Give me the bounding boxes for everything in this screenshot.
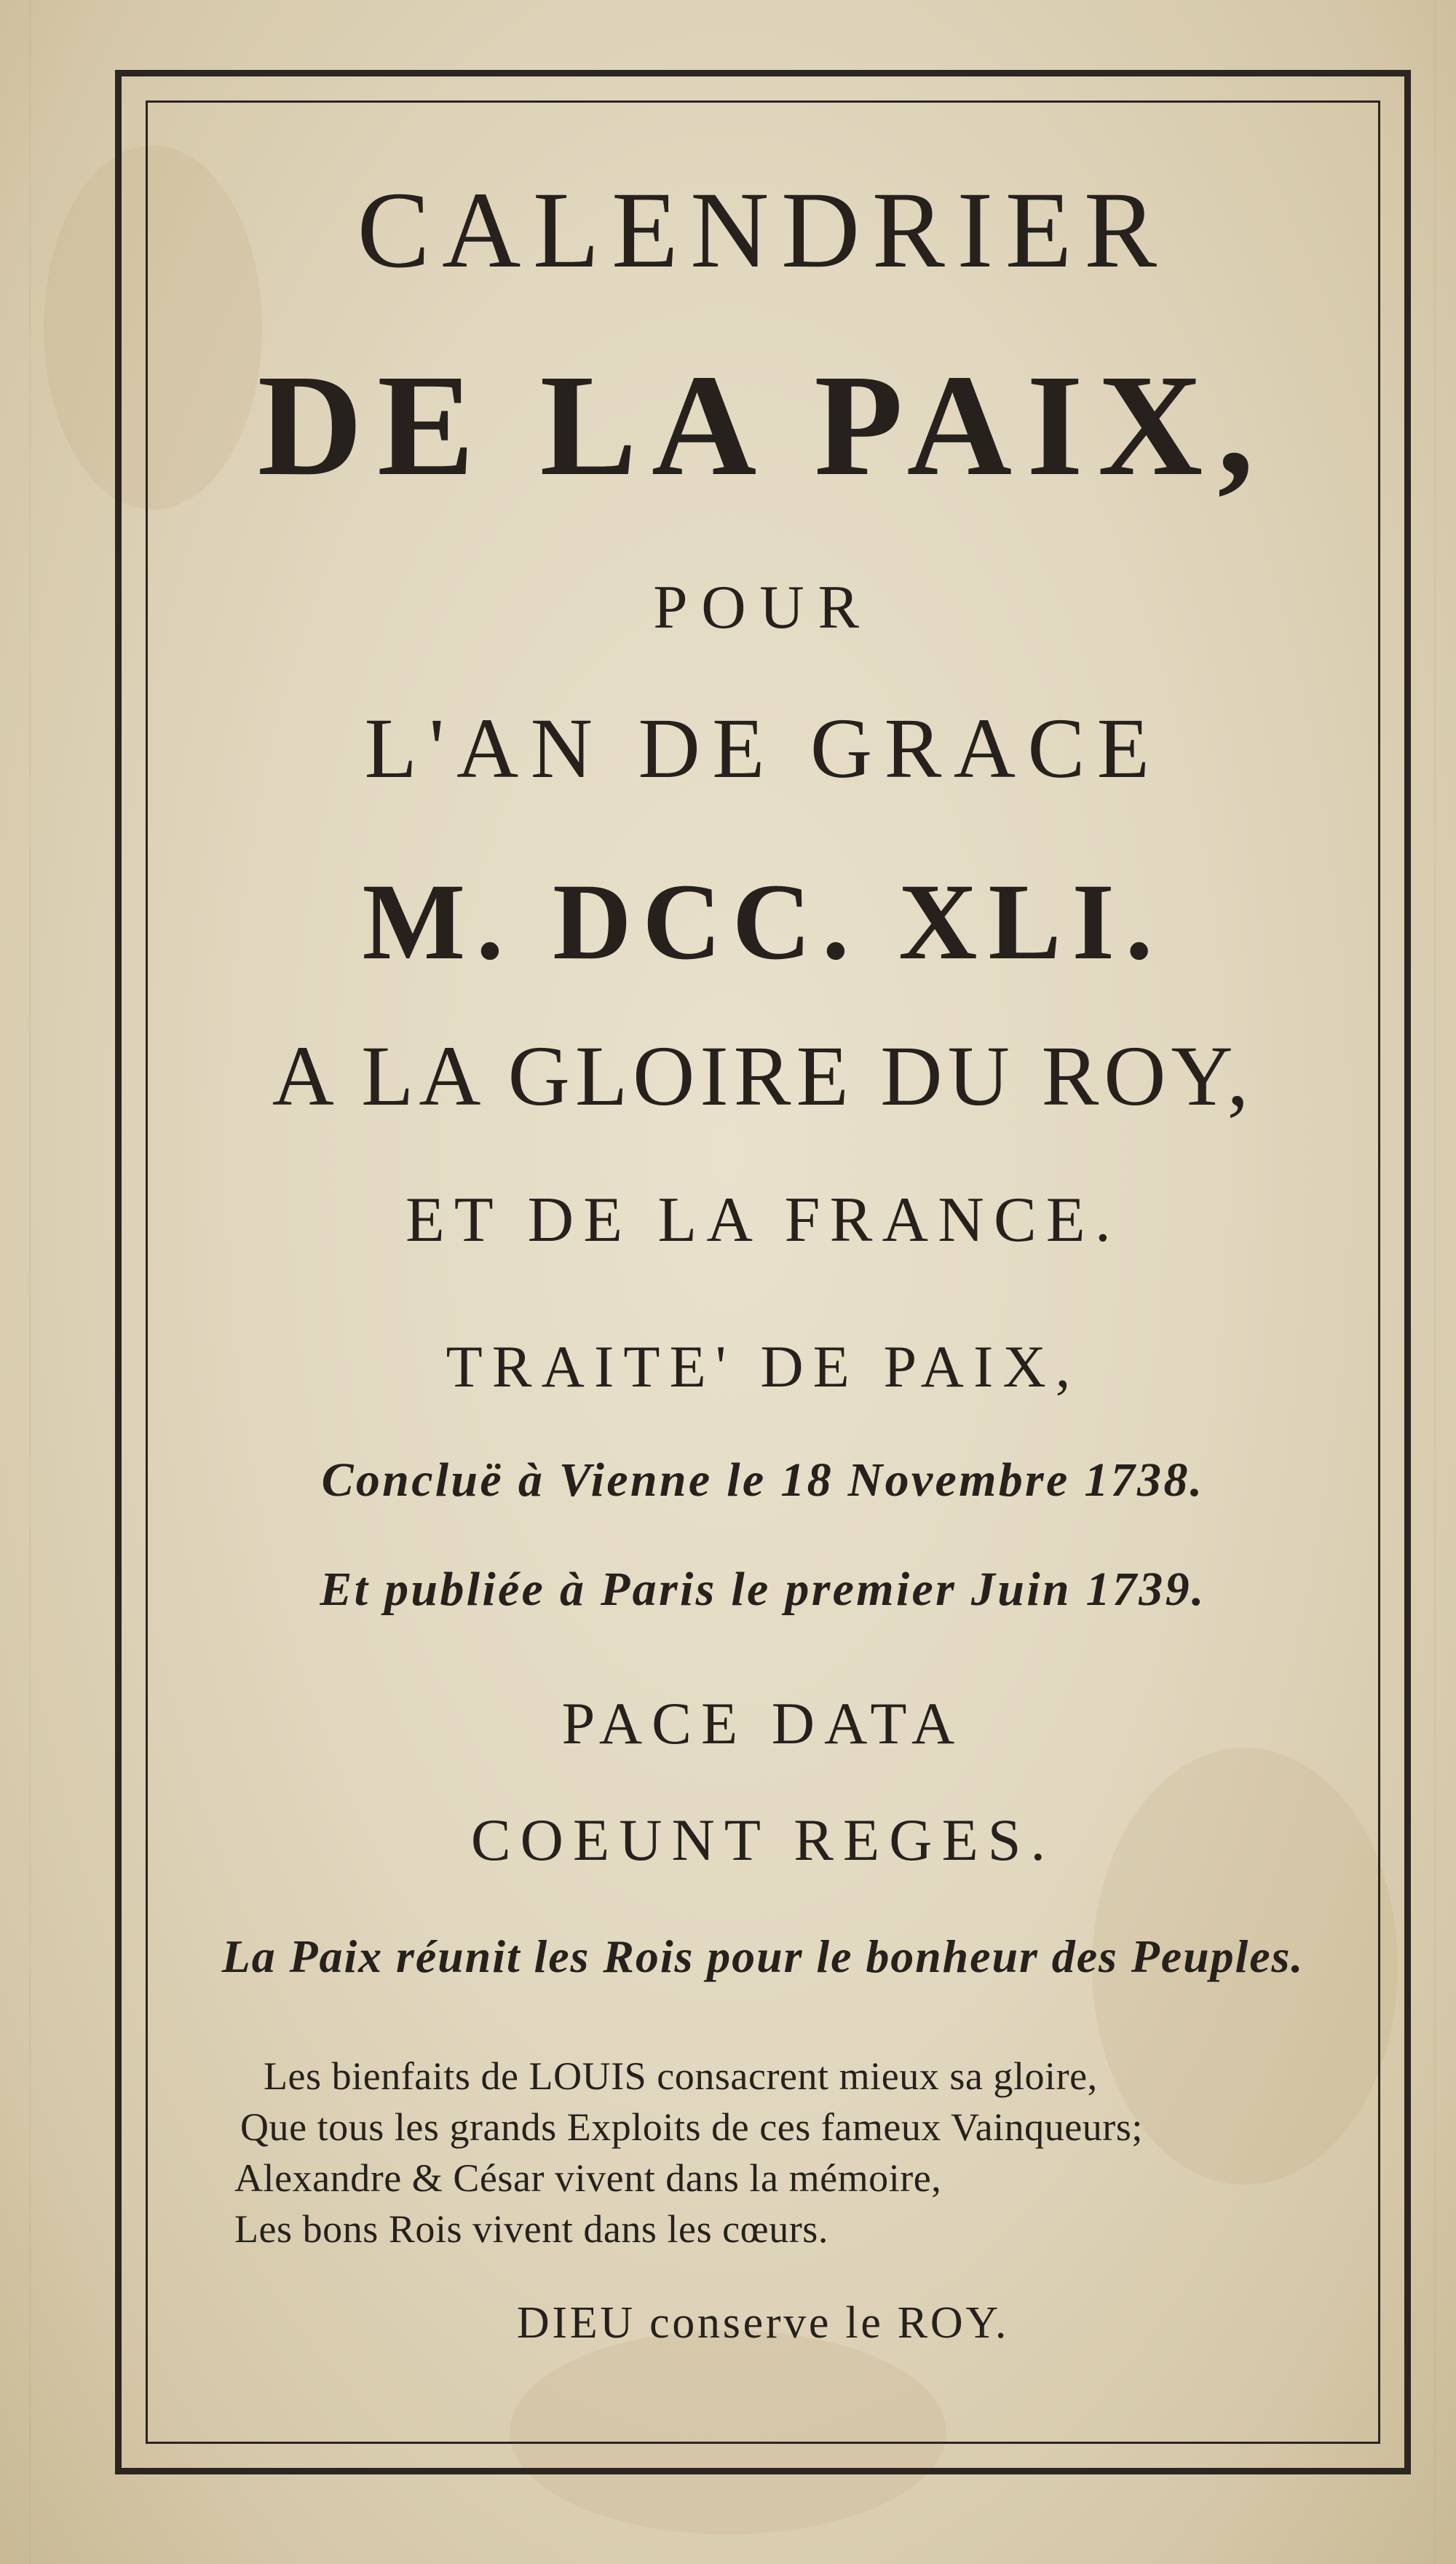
verse-line-2: Que tous les grands Exploits de ces fameux Vainqueurs; <box>240 2105 1143 2149</box>
line-pace-data: PACE DATA <box>561 1690 965 1756</box>
line-gloire-du-roy: A LA GLOIRE DU ROY, <box>272 1028 1254 1124</box>
paper-edge <box>1434 0 1436 2564</box>
line-pour: POUR <box>653 573 873 642</box>
line-publiee-a-paris: Et publiée à Paris le premier Juin 1739. <box>320 1563 1206 1616</box>
verse-line-1: Les bienfaits de LOUIS consacrent mieux sa gloire, <box>264 2054 1098 2098</box>
line-dieu-conserve-le-roy: DIEU conserve le ROY. <box>516 2298 1010 2348</box>
line-la-paix-reunit: La Paix réunit les Rois pour le bonheur des Peuples. <box>221 1930 1305 1982</box>
line-traite-de-paix: TRAITE' DE PAIX, <box>446 1333 1080 1400</box>
line-et-de-la-france: ET DE LA FRANCE. <box>405 1185 1121 1255</box>
line-an-de-grace: L'AN DE GRACE <box>364 701 1162 796</box>
verse-line-4: Les bons Rois vivent dans les cœurs. <box>234 2207 828 2251</box>
line-year: M. DCC. XLI. <box>362 861 1164 982</box>
line-coeunt-reges: COEUNT REGES. <box>470 1807 1056 1873</box>
title-de-la-paix: DE LA PAIX, <box>257 345 1269 506</box>
verse-line-3: Alexandre & César vivent dans la mémoire, <box>234 2156 942 2200</box>
paper-edge <box>29 0 31 2564</box>
title-calendrier: CALENDRIER <box>357 170 1169 291</box>
line-conclue-a-vienne: Concluë à Vienne le 18 Novembre 1738. <box>321 1453 1205 1507</box>
